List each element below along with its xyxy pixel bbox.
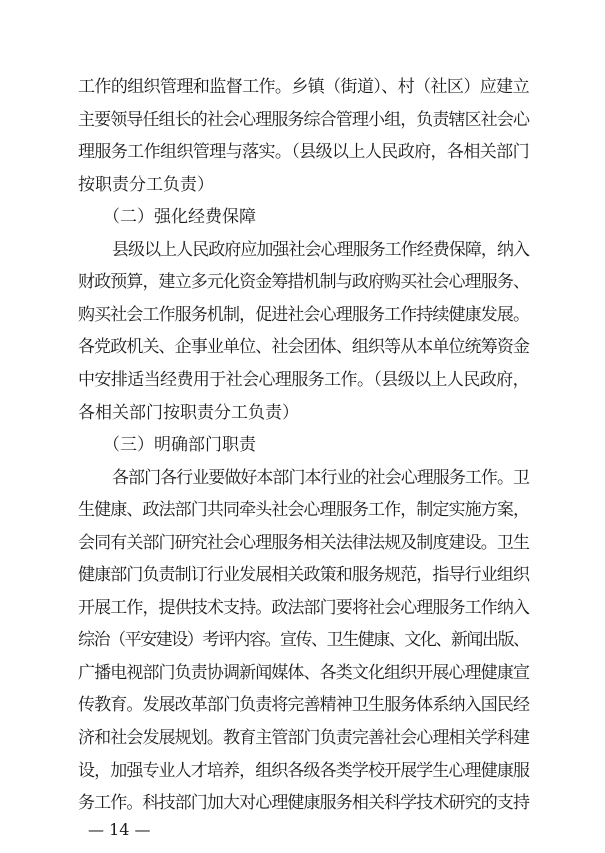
text-line [0, 364, 605, 397]
text-line [0, 527, 605, 560]
text-line [0, 104, 605, 137]
text-line [0, 755, 605, 788]
text-line-content: 中安排适当经费用于社会心理服务工作。（县级以上人民政府， [78, 369, 529, 390]
text-line-content: 健康部门负责制订行业发展相关政策和服务规范，指导行业组织 [78, 565, 530, 586]
text-line-content: 按职责分工负责） [78, 174, 214, 195]
text-line-content: 务工作。科技部门加大对心理健康服务相关科学技术研究的支持 [78, 793, 530, 813]
text-line-content: 设，加强专业人才培养，组织各级各类学校开展学生心理健康服 [78, 760, 530, 781]
text-line [0, 787, 605, 820]
text-line-content: 县级以上人民政府应加强社会心理服务工作经费保障，纳入 [112, 239, 530, 260]
text-line-content: 生健康、政法部门共同牵头社会心理服务工作，制定实施方案， [78, 500, 530, 521]
text-line [0, 494, 605, 527]
text-line [0, 657, 605, 690]
text-line [0, 722, 605, 755]
text-line-content: 传教育。发展改革部门负责将完善精神卫生服务体系纳入国民经 [78, 695, 530, 716]
text-line-content: 会同有关部门研究社会心理服务相关法律法规及制度建设。卫生 [78, 532, 530, 553]
text-line-content: 财政预算，建立多元化资金筹措机制与政府购买社会心理服务、 [78, 272, 530, 293]
text-line [0, 331, 605, 364]
text-line-content: 各相关部门按职责分工负责） [78, 402, 299, 423]
text-line-content: 购买社会工作服务机制，促进社会心理服务工作持续健康发展。 [78, 304, 530, 325]
text-line [0, 299, 605, 332]
text-line [0, 689, 605, 722]
text-line [0, 71, 605, 104]
text-line-content: 开展工作，提供技术支持。政法部门要将社会心理服务工作纳入 [78, 597, 530, 618]
text-line [0, 559, 605, 592]
section-heading [0, 429, 605, 462]
text-line [0, 169, 605, 202]
text-line [0, 266, 605, 299]
text-line-content: 工作的组织管理和监督工作。乡镇（街道）、村（社区）应建立 [78, 77, 529, 97]
text-line-content: 各党政机关、企事业单位、社会团体、组织等从本单位统筹资金 [78, 337, 530, 358]
section-heading-text: （三）明确部门职责 [103, 435, 256, 455]
text-line-content: 综治（平安建设）考评内容。宣传、卫生健康、文化、新闻出版、 [78, 630, 529, 651]
section-heading [0, 201, 605, 234]
text-line [0, 624, 605, 657]
page-number: — 14 — [88, 820, 151, 839]
text-line-content: 各部门各行业要做好本部门本行业的社会心理服务工作。卫 [112, 467, 530, 488]
text-line [0, 234, 605, 267]
text-line-content: 济和社会发展规划。教育主管部门负责完善社会心理相关学科建 [78, 727, 530, 748]
text-line [0, 462, 605, 495]
text-line [0, 397, 605, 430]
text-line [0, 592, 605, 625]
text-line-content: 主要领导任组长的社会心理服务综合管理小组，负责辖区社会心 [78, 109, 530, 130]
text-line-content: 理服务工作组织管理与落实。（县级以上人民政府，各相关部门 [78, 142, 529, 163]
section-heading-text: （二）强化经费保障 [103, 207, 256, 228]
text-line [0, 136, 605, 169]
text-line-content: 广播电视部门负责协调新闻媒体、各类文化组织开展心理健康宣 [78, 662, 530, 683]
